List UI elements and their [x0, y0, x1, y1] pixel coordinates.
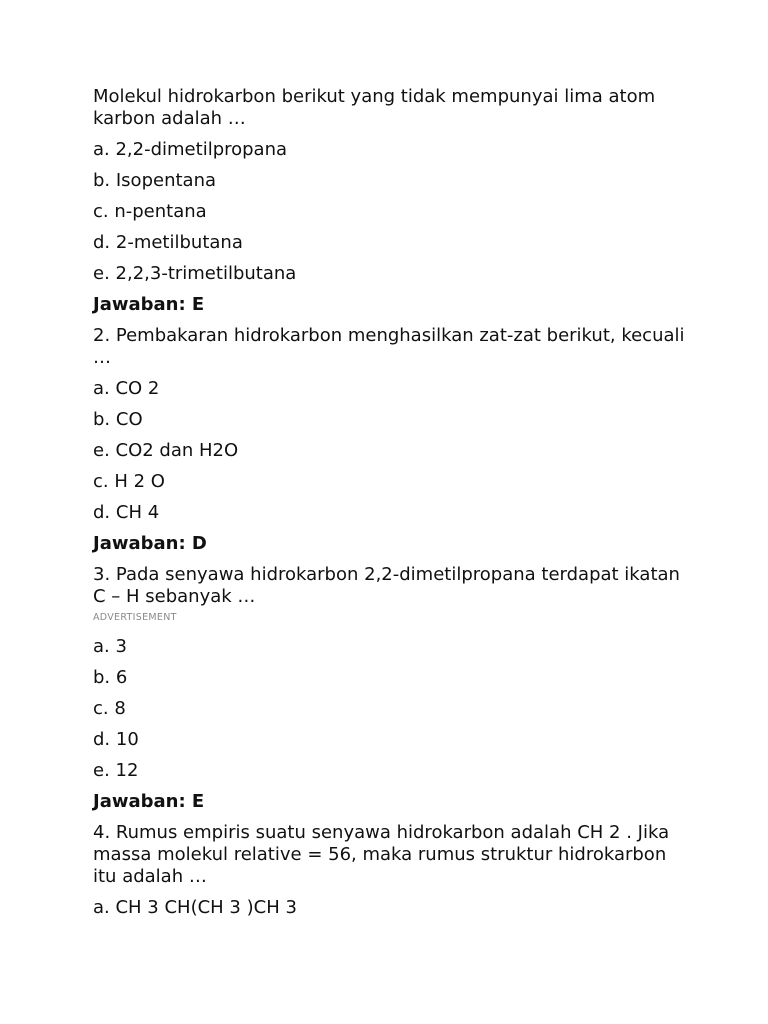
- option-c: c. 8: [93, 698, 126, 719]
- option-b: b. 6: [93, 667, 128, 688]
- option-c: c. H 2 O: [93, 471, 165, 492]
- question-1: [93, 86, 693, 316]
- option-d: d. 10: [93, 729, 139, 750]
- advertisement-label: ADVERTISEMENT: [93, 612, 177, 623]
- document-body: [93, 86, 693, 928]
- option-c: c. n-pentana: [93, 201, 207, 222]
- question-prompt: 4. Rumus empiris suatu senyawa hidrokarbon adalah CH 2 . Jika massa molekul relative = 56, maka rumus struktur hidrokarbon itu adalah …: [93, 822, 675, 887]
- question-2: [93, 325, 693, 555]
- question-3: [93, 564, 693, 813]
- option-a: a. 3: [93, 636, 127, 657]
- answer-key: Jawaban: E: [93, 294, 205, 315]
- question-4: [93, 822, 693, 919]
- option-e: e. 12: [93, 760, 139, 781]
- option-e: e. 2,2,3-trimetilbutana: [93, 263, 297, 284]
- option-b: b. Isopentana: [93, 170, 217, 191]
- question-prompt: Molekul hidrokarbon berikut yang tidak mempunyai lima atom karbon adalah …: [93, 86, 661, 129]
- answer-key: Jawaban: D: [93, 533, 207, 554]
- question-prompt: 2. Pembakaran hidrokarbon menghasilkan zat-zat berikut, kecuali …: [93, 325, 691, 368]
- answer-key: Jawaban: E: [93, 791, 205, 812]
- option-e: e. CO2 dan H2O: [93, 440, 239, 461]
- option-a: a. CO 2: [93, 378, 160, 399]
- option-b: b. CO: [93, 409, 143, 430]
- question-prompt: 3. Pada senyawa hidrokarbon 2,2-dimetilpropana terdapat ikatan C – H sebanyak …: [93, 564, 686, 607]
- option-d: d. CH 4: [93, 502, 160, 523]
- option-a: a. CH 3 CH(CH 3 )CH 3: [93, 897, 297, 918]
- option-a: a. 2,2-dimetilpropana: [93, 139, 288, 160]
- option-d: d. 2-metilbutana: [93, 232, 243, 253]
